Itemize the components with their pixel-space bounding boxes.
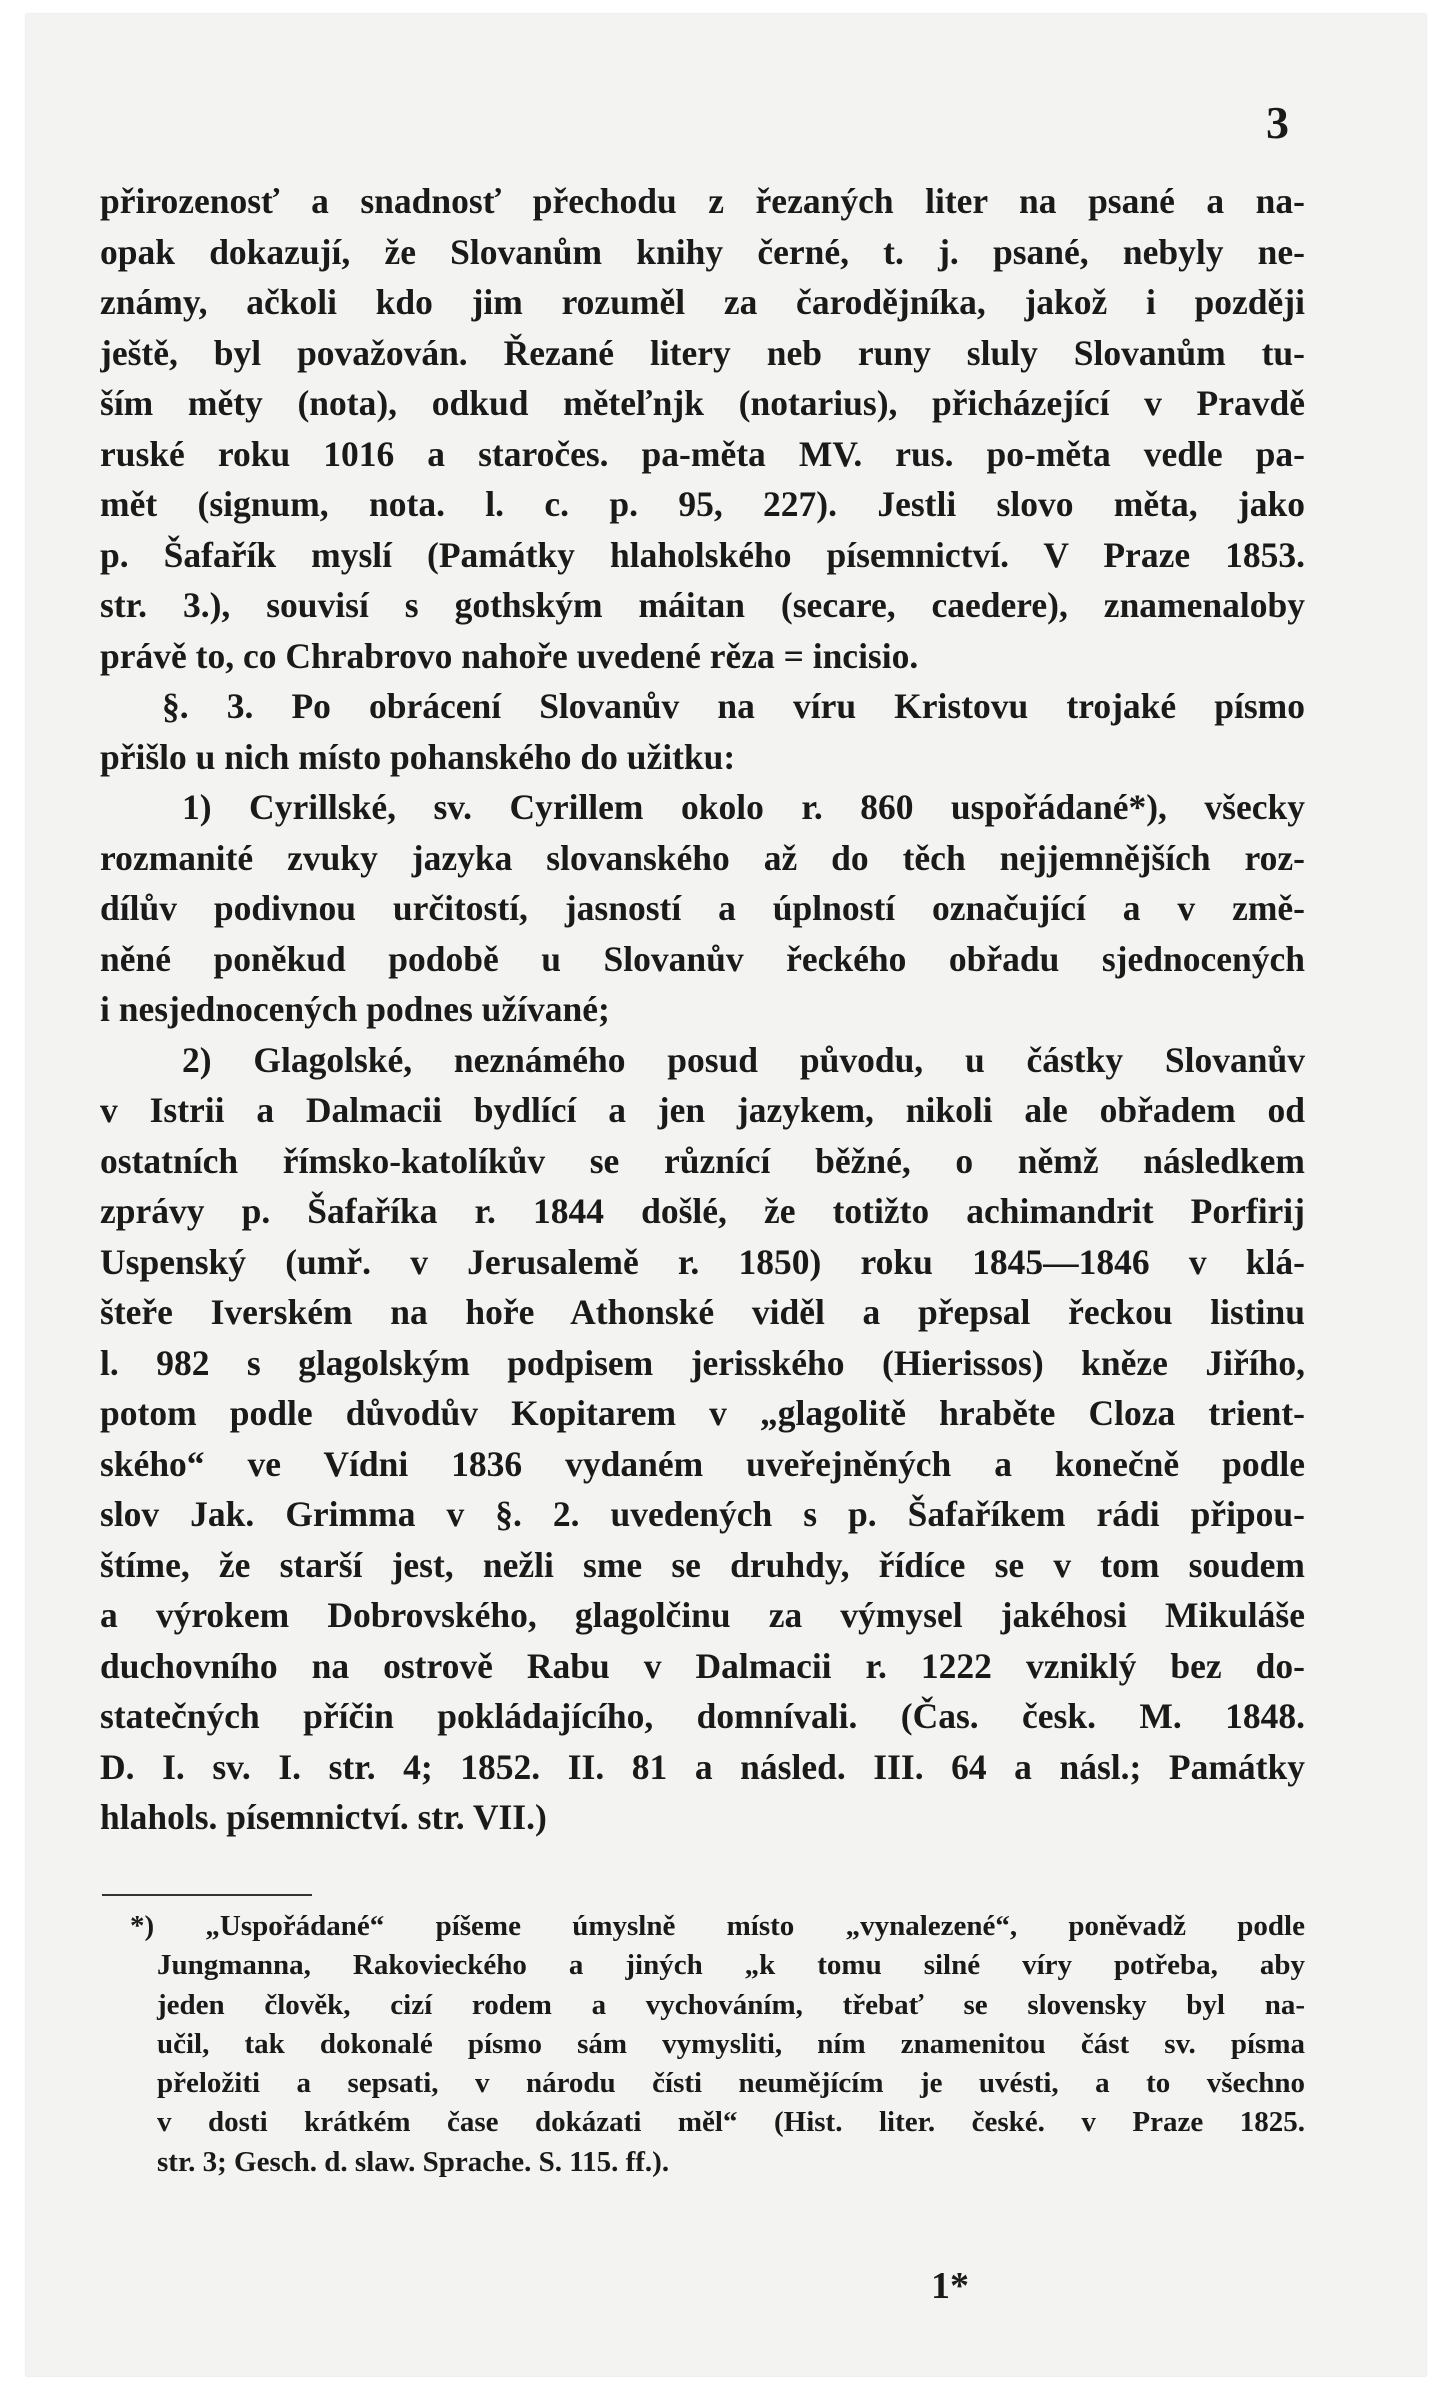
list-item-glagolitic: 2) Glagolské, neznámého posud původu, u částky Slovanův (182, 1039, 1305, 1080)
text-line: přišlo u nich místo pohanského do užitku: (100, 736, 736, 777)
text-line: ského“ ve Vídni 1836 vydaném uveřejněných a konečně podle (100, 1443, 1305, 1484)
footnote-line: *) „Uspořádané“ píšeme úmyslně místo „vynalezené“, poněvadž podle (130, 1910, 1305, 1942)
book-page (26, 14, 1426, 2376)
text-line: i nesjednocených podnes užívané; (100, 989, 610, 1029)
text-line: opak dokazují, že Slovanům knihy černé, t. j. psané, nebyly ne- (100, 231, 1305, 272)
text-line: šteře Iverském na hoře Athonské viděl a přepsal řeckou listinu (100, 1292, 1305, 1332)
text-line: statečných příčin pokládajícího, domnívali. (Čas. česk. M. 1848. (100, 1696, 1305, 1736)
main-text (100, 176, 1305, 1843)
text-line: štíme, že starší jest, nežli sme se druhdy, řídíce se v tom soudem (100, 1544, 1305, 1585)
page-number: 3 (1266, 97, 1289, 148)
text-line: dílův podivnou určitostí, jasností a úplností označující a v změ- (100, 888, 1305, 928)
section-heading-line: §. 3. Po obrácení Slovanův na víru Kristovu trojaké písmo (162, 686, 1305, 726)
list-item-cyrillic: 1) Cyrillské, sv. Cyrillem okolo r. 860 uspořádané*), všecky (182, 787, 1305, 827)
text-line: Uspenský (umř. v Jerusalemě r. 1850) roku 1845—1846 v klá- (100, 1241, 1305, 1282)
text-line: ještě, byl považován. Řezané litery neb runy sluly Slovanům tu- (100, 332, 1305, 373)
footnote-divider (102, 1894, 312, 1896)
footnote-line: str. 3; Gesch. d. slaw. Sprache. S. 115. ff.). (157, 2145, 670, 2178)
signature-mark: 1* (931, 2265, 969, 2307)
text-line: přirozenosť a snadnosť přechodu z řezaných liter na psané a na- (100, 181, 1305, 221)
text-line: a výrokem Dobrovského, glagolčinu za výmysel jakéhosi Mikuláše (100, 1595, 1305, 1635)
text-line: potom podle důvodův Kopitarem v „glagolitě hraběte Cloza trient- (100, 1393, 1305, 1433)
text-line: v Istrii a Dalmacii bydlící a jen jazykem, nikoli ale obřadem od (100, 1090, 1305, 1130)
text-line: l. 982 s glagolským podpisem jerisského (Hierissos) kněze Jiřího, (100, 1342, 1305, 1383)
text-line: ším měty (nota), odkud měteľnjk (notarius), přicházející v Pravdě (100, 383, 1305, 423)
text-line: mět (signum, nota. l. c. p. 95, 227). Jestli slovo měta, jako (100, 484, 1305, 524)
text-line: ruské roku 1016 a staročes. pa-měta MV. rus. po-měta vedle pa- (100, 433, 1305, 474)
text-line: něné poněkud podobě u Slovanův řeckého obřadu sjednocených (100, 938, 1305, 979)
text-line: zprávy p. Šafaříka r. 1844 došlé, že totižto achimandrit Porfirij (100, 1191, 1305, 1231)
text-line: D. I. sv. I. str. 4; 1852. II. 81 a násled. III. 64 a násl.; Památky (100, 1746, 1305, 1787)
text-line: ostatních římsko-katolíkův se různící běžné, o němž následkem (100, 1140, 1305, 1181)
footnote-line: přeložiti a sepsati, v národu čísti neumějícím je uvésti, a to všechno (157, 2067, 1305, 2100)
text-line: str. 3.), souvisí s gothským máitan (secare, caedere), znamenaloby (100, 585, 1305, 625)
footnote-line: jeden člověk, cizí rodem a vychováním, třebať se slovensky byl na- (157, 1988, 1305, 2021)
footnote (100, 1907, 1305, 2182)
text-line: rozmanité zvuky jazyka slovanského až do těch nejjemnějších roz- (100, 837, 1305, 878)
text-line: známy, ačkoli kdo jim rozuměl za čarodějníka, jakož i později (100, 282, 1305, 322)
text-line: právě to, co Chrabrovo nahoře uvedené rěza = incisio. (100, 635, 919, 676)
text-line: hlahols. písemnictví. str. VII.) (100, 1797, 547, 1837)
text-line: slov Jak. Grimma v §. 2. uvedených s p. Šafaříkem rádi připou- (100, 1494, 1305, 1534)
text-line: duchovního na ostrově Rabu v Dalmacii r. 1222 vzniklý bez do- (100, 1645, 1305, 1686)
text-line: p. Šafařík myslí (Památky hlaholského písemnictví. V Praze 1853. (100, 534, 1305, 575)
footnote-line: učil, tak dokonalé písmo sám vymysliti, ním znamenitou část sv. písma (157, 2027, 1305, 2060)
footnote-line: Jungmanna, Rakovieckého a jiných „k tomu silné víry potřeba, aby (157, 1949, 1305, 1982)
footnote-line: v dosti krátkém čase dokázati měl“ (Hist. liter. české. v Praze 1825. (157, 2106, 1305, 2139)
